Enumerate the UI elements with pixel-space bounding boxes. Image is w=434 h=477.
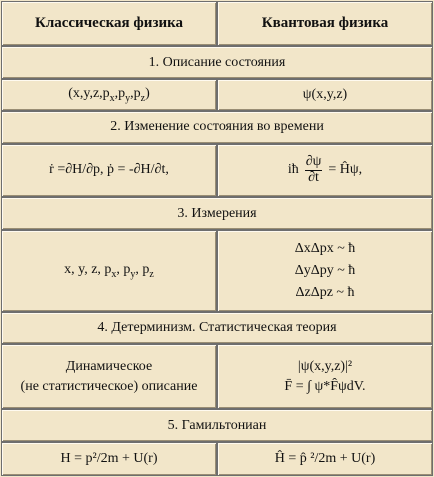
uncertainty-relations-cell: [217, 230, 433, 312]
comparison-table: [1, 1, 433, 476]
classical-equations-of-motion: ṙ =∂H/∂p, ṗ = -∂H/∂t,: [1, 144, 217, 197]
header-quantum-physics: Квантовая физика: [217, 1, 433, 46]
expectation-value: F̄ = ∫ ψ*F̂ψdV.: [284, 378, 366, 394]
determinism-line-2: (не статистическое) описание: [20, 378, 198, 394]
classical-hamiltonian-cell: H = p²/2m + U(r): [1, 442, 217, 476]
uncertainty-z: ΔzΔpz ~ ħ: [295, 284, 355, 300]
classical-state-cell: $(x,y,z,p_x,p_y,p_z)$: [1, 79, 217, 111]
uncertainty-y: ΔyΔpy ~ ħ: [294, 262, 356, 278]
probability-density: |ψ(x,y,z)|²: [297, 359, 353, 375]
quantum-hamiltonian-cell: Ĥ = p̂ ²/2m + U(r): [217, 442, 433, 476]
section-title-determinism: 4. Детерминизм. Статистическая теория: [1, 312, 433, 345]
header-classical-physics: Классическая физика: [1, 1, 217, 46]
schrodinger-equation-cell: iħ $\frac{\partial\psi}{\partial t}$ = Ĥψ,: [217, 144, 433, 197]
uncertainty-x: ΔxΔpx ~ ħ: [294, 241, 356, 257]
section-title-measurements: 3. Измерения: [1, 197, 433, 230]
statistical-theory-cell: [217, 344, 433, 409]
section-title-time-evolution: 2. Изменение состояния во времени: [1, 111, 433, 144]
classical-determinism-cell: [1, 344, 217, 409]
determinism-line-1: Динамическое: [65, 359, 153, 375]
classical-measurements-cell: x, y, z, $p_x$, $p_y$, $p_z$: [1, 230, 217, 312]
section-title-hamiltonian: 5. Гамильтониан: [1, 409, 433, 442]
quantum-state-cell: ψ(x,y,z): [217, 79, 433, 111]
section-title-state-description: 1. Описание состояния: [1, 46, 433, 79]
